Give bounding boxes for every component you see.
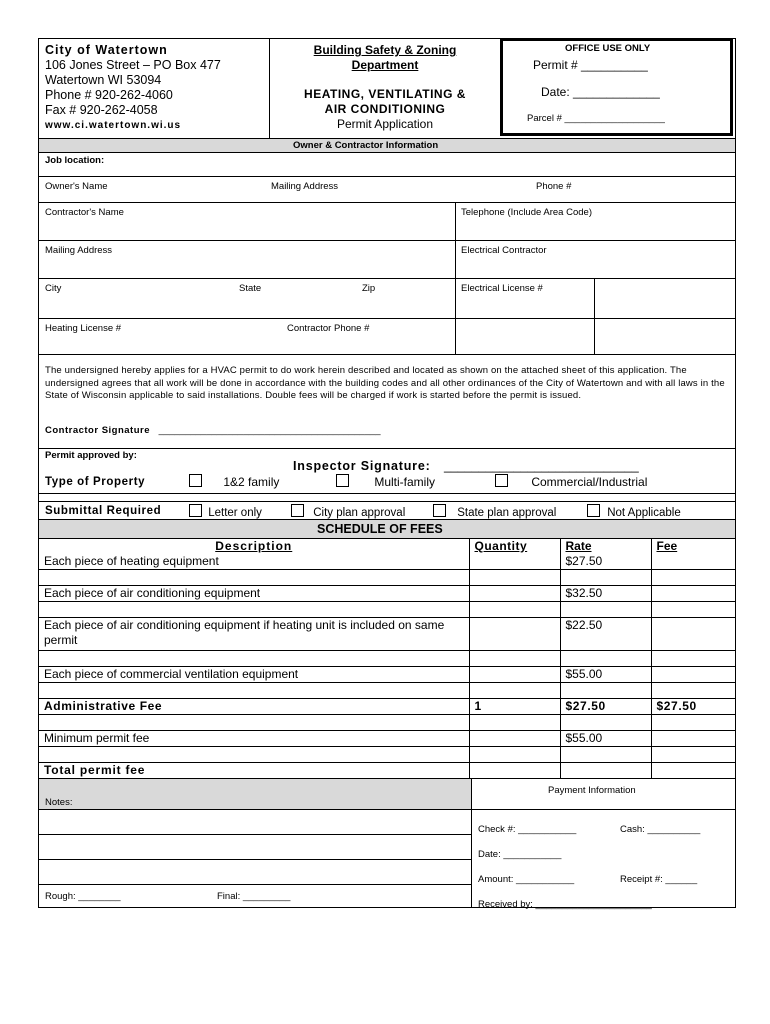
zip-label: Zip <box>362 283 376 294</box>
payment-heading: Payment Information <box>548 785 636 796</box>
fee-quantity[interactable]: 1 <box>469 699 560 715</box>
city-address-block <box>45 43 221 133</box>
fee-description: Administrative Fee <box>39 699 469 715</box>
option-city-plan[interactable] <box>291 504 405 519</box>
city-row[interactable] <box>39 279 735 319</box>
total-fee-cell[interactable] <box>651 763 735 779</box>
permit-approved-label: Permit approved by: <box>45 450 137 461</box>
electrical-license-label: Electrical License # <box>461 283 543 294</box>
option-label: 1&2 family <box>223 475 280 489</box>
divider <box>594 279 595 318</box>
option-multi-family[interactable] <box>336 474 435 489</box>
fee-amount[interactable]: $27.50 <box>651 699 735 715</box>
fee-rate: $27.50 <box>560 699 651 715</box>
owner-row[interactable] <box>39 177 735 203</box>
address-line-2: Watertown WI 53094 <box>45 73 162 87</box>
final-inspection-field[interactable]: Final: _________ <box>217 891 291 902</box>
fee-amount[interactable] <box>651 731 735 747</box>
option-commercial[interactable] <box>495 474 647 489</box>
permit-form <box>38 38 736 908</box>
owner-mailing-address-label: Mailing Address <box>271 181 339 192</box>
fee-quantity[interactable] <box>469 586 560 602</box>
telephone-label: Telephone (Include Area Code) <box>461 207 592 218</box>
contractor-signature-line[interactable]: __________________________________________ <box>158 425 381 436</box>
notes-line <box>39 834 471 835</box>
owners-name-label: Owner's Name <box>45 181 108 192</box>
notes-label: Notes: <box>45 797 73 808</box>
submittal-required-label: Submittal Required <box>45 505 162 517</box>
divider <box>594 319 595 354</box>
parcel-number-field[interactable]: Parcel # ___________________ <box>527 113 665 124</box>
header-section <box>39 39 735 139</box>
contractor-signature-label: Contractor Signature <box>45 425 151 436</box>
option-state-plan[interactable] <box>433 504 556 519</box>
checkbox[interactable] <box>336 474 349 487</box>
fee-description: Each piece of commercial ventilation equipment <box>39 667 469 683</box>
contractor-mailing-address-label: Mailing Address <box>45 245 113 256</box>
fee-quantity[interactable] <box>469 554 560 570</box>
contractor-phone-label: Contractor Phone # <box>287 323 370 334</box>
table-row <box>39 667 735 683</box>
fee-quantity[interactable] <box>469 618 560 651</box>
job-location-row[interactable] <box>39 153 735 177</box>
payment-info-area <box>472 779 735 910</box>
divider <box>455 203 456 240</box>
electrical-contractor-label: Electrical Contractor <box>461 245 547 256</box>
table-row <box>39 699 735 715</box>
address-line-1: 106 Jones Street – PO Box 477 <box>45 58 221 72</box>
fee-rate: $55.00 <box>560 667 651 683</box>
table-row <box>39 731 735 747</box>
option-label: Commercial/Industrial <box>531 475 648 489</box>
total-rate-cell <box>560 763 651 779</box>
spacer-row <box>39 494 735 502</box>
job-location-label: Job location: <box>45 155 105 166</box>
approval-row[interactable] <box>39 449 735 473</box>
fees-heading: SCHEDULE OF FEES <box>317 522 443 536</box>
table-row <box>39 586 735 602</box>
spacer-row <box>39 683 735 699</box>
fee-rate: $22.50 <box>560 618 651 651</box>
checkbox[interactable] <box>587 504 600 517</box>
state-label: State <box>239 283 262 294</box>
fees-heading-bar <box>39 520 735 539</box>
city-name: City of Watertown <box>45 43 168 57</box>
payment-date-field[interactable]: Date: ___________ <box>478 849 562 860</box>
total-row <box>39 763 735 779</box>
owner-section-heading-bar <box>39 139 735 153</box>
col-fee: Fee <box>656 539 678 553</box>
declaration-section <box>39 355 735 449</box>
divider <box>455 279 456 318</box>
fax-line: Fax # 920-262-4058 <box>45 103 158 117</box>
fee-amount[interactable] <box>651 667 735 683</box>
website: www.ci.watertown.wi.us <box>45 120 182 131</box>
spacer-row <box>39 715 735 731</box>
contractor-signature-row[interactable] <box>45 425 381 436</box>
heating-license-label: Heating License # <box>45 323 122 334</box>
spacer-row <box>39 747 735 763</box>
form-title-3: Permit Application <box>336 117 434 131</box>
spacer-row <box>39 602 735 618</box>
check-number-field[interactable]: Check #: ___________ <box>478 824 577 835</box>
submittal-row <box>39 502 735 520</box>
checkbox[interactable] <box>291 504 304 517</box>
contractor-row[interactable] <box>39 203 735 241</box>
office-use-title: OFFICE USE ONLY <box>565 43 651 54</box>
payment-section <box>39 779 735 910</box>
license-row[interactable] <box>39 319 735 355</box>
table-row <box>39 618 735 651</box>
option-label: State plan approval <box>457 507 557 519</box>
checkbox[interactable] <box>189 504 202 517</box>
option-label: Not Applicable <box>607 507 681 519</box>
phone-line: Phone # 920-262-4060 <box>45 88 173 102</box>
option-label: Multi-family <box>374 475 436 489</box>
header-divider <box>269 39 270 138</box>
office-date-field[interactable]: Date: _____________ <box>541 85 660 99</box>
total-permit-fee-label: Total permit fee <box>39 763 469 779</box>
inspector-signature-label: Inspector Signature: <box>293 459 431 473</box>
option-not-applicable[interactable] <box>587 504 681 519</box>
property-type-row <box>39 469 735 494</box>
fee-amount[interactable] <box>651 618 735 651</box>
col-description: Description <box>215 539 293 553</box>
fee-rate: $32.50 <box>560 586 651 602</box>
col-quantity: Quantity <box>474 539 528 553</box>
type-of-property-label: Type of Property <box>45 476 146 488</box>
rough-inspection-field[interactable]: Rough: ________ <box>45 891 121 902</box>
city-label: City <box>45 283 62 294</box>
form-title-2: AIR CONDITIONING <box>324 102 446 116</box>
office-use-box <box>500 38 733 136</box>
fee-description: Minimum permit fee <box>39 731 469 747</box>
notes-line <box>39 884 471 885</box>
mailing-row[interactable] <box>39 241 735 279</box>
received-by-field[interactable]: Received by: ______________________ <box>478 899 652 910</box>
fee-rate: $27.50 <box>560 554 651 570</box>
fee-amount[interactable] <box>651 554 735 570</box>
table-row <box>39 554 735 570</box>
divider <box>455 241 456 278</box>
declaration-text: The undersigned hereby applies for a HVAC permit to do work herein described and located as shown on the attached sheet of this application. The undersigned agrees that all work will be done in accordance with the building codes and all other ordinances of the City of Watertown and with all laws in the State of Wisconsin applicable to said installations. Double fees will be charged if work is started before the permit is issued. <box>45 365 725 401</box>
department-block <box>271 43 499 132</box>
spacer-row <box>39 651 735 667</box>
option-label: Letter only <box>208 507 262 519</box>
dept-line-2: Department <box>351 58 419 72</box>
permit-number-field[interactable]: Permit # __________ <box>533 58 648 72</box>
contractors-name-label: Contractor's Name <box>45 207 124 218</box>
option-1-2-family[interactable] <box>189 474 279 489</box>
col-rate: Rate <box>565 539 592 553</box>
notes-area[interactable] <box>39 779 471 907</box>
fee-quantity[interactable] <box>469 667 560 683</box>
amount-field[interactable]: Amount: ___________ <box>478 874 575 885</box>
divider <box>455 319 456 354</box>
checkbox[interactable] <box>189 474 202 487</box>
form-title-1: HEATING, VENTILATING & <box>304 87 466 101</box>
option-letter-only[interactable] <box>189 504 262 519</box>
fee-quantity[interactable] <box>469 731 560 747</box>
fee-description: Each piece of air conditioning equipment if heating unit is included on same permit <box>39 618 469 651</box>
fee-amount[interactable] <box>651 586 735 602</box>
spacer-row <box>39 570 735 586</box>
fee-rate: $55.00 <box>560 731 651 747</box>
total-quantity-cell <box>469 763 560 779</box>
option-label: City plan approval <box>313 507 406 519</box>
fees-table <box>39 539 735 779</box>
owner-phone-label: Phone # <box>536 181 572 192</box>
notes-bar <box>39 779 471 810</box>
dept-line-1: Building Safety & Zoning <box>313 43 457 57</box>
fee-description: Each piece of air conditioning equipment <box>39 586 469 602</box>
checkbox[interactable] <box>495 474 508 487</box>
fees-header-row <box>39 539 735 554</box>
fee-description: Each piece of heating equipment <box>39 554 469 570</box>
inspector-signature-line[interactable]: ____________________________ <box>444 459 639 473</box>
owner-section-heading: Owner & Contractor Information <box>293 140 439 151</box>
receipt-number-field[interactable]: Receipt #: ______ <box>620 874 698 885</box>
checkbox[interactable] <box>433 504 446 517</box>
notes-line <box>39 859 471 860</box>
cash-field[interactable]: Cash: __________ <box>620 824 701 835</box>
